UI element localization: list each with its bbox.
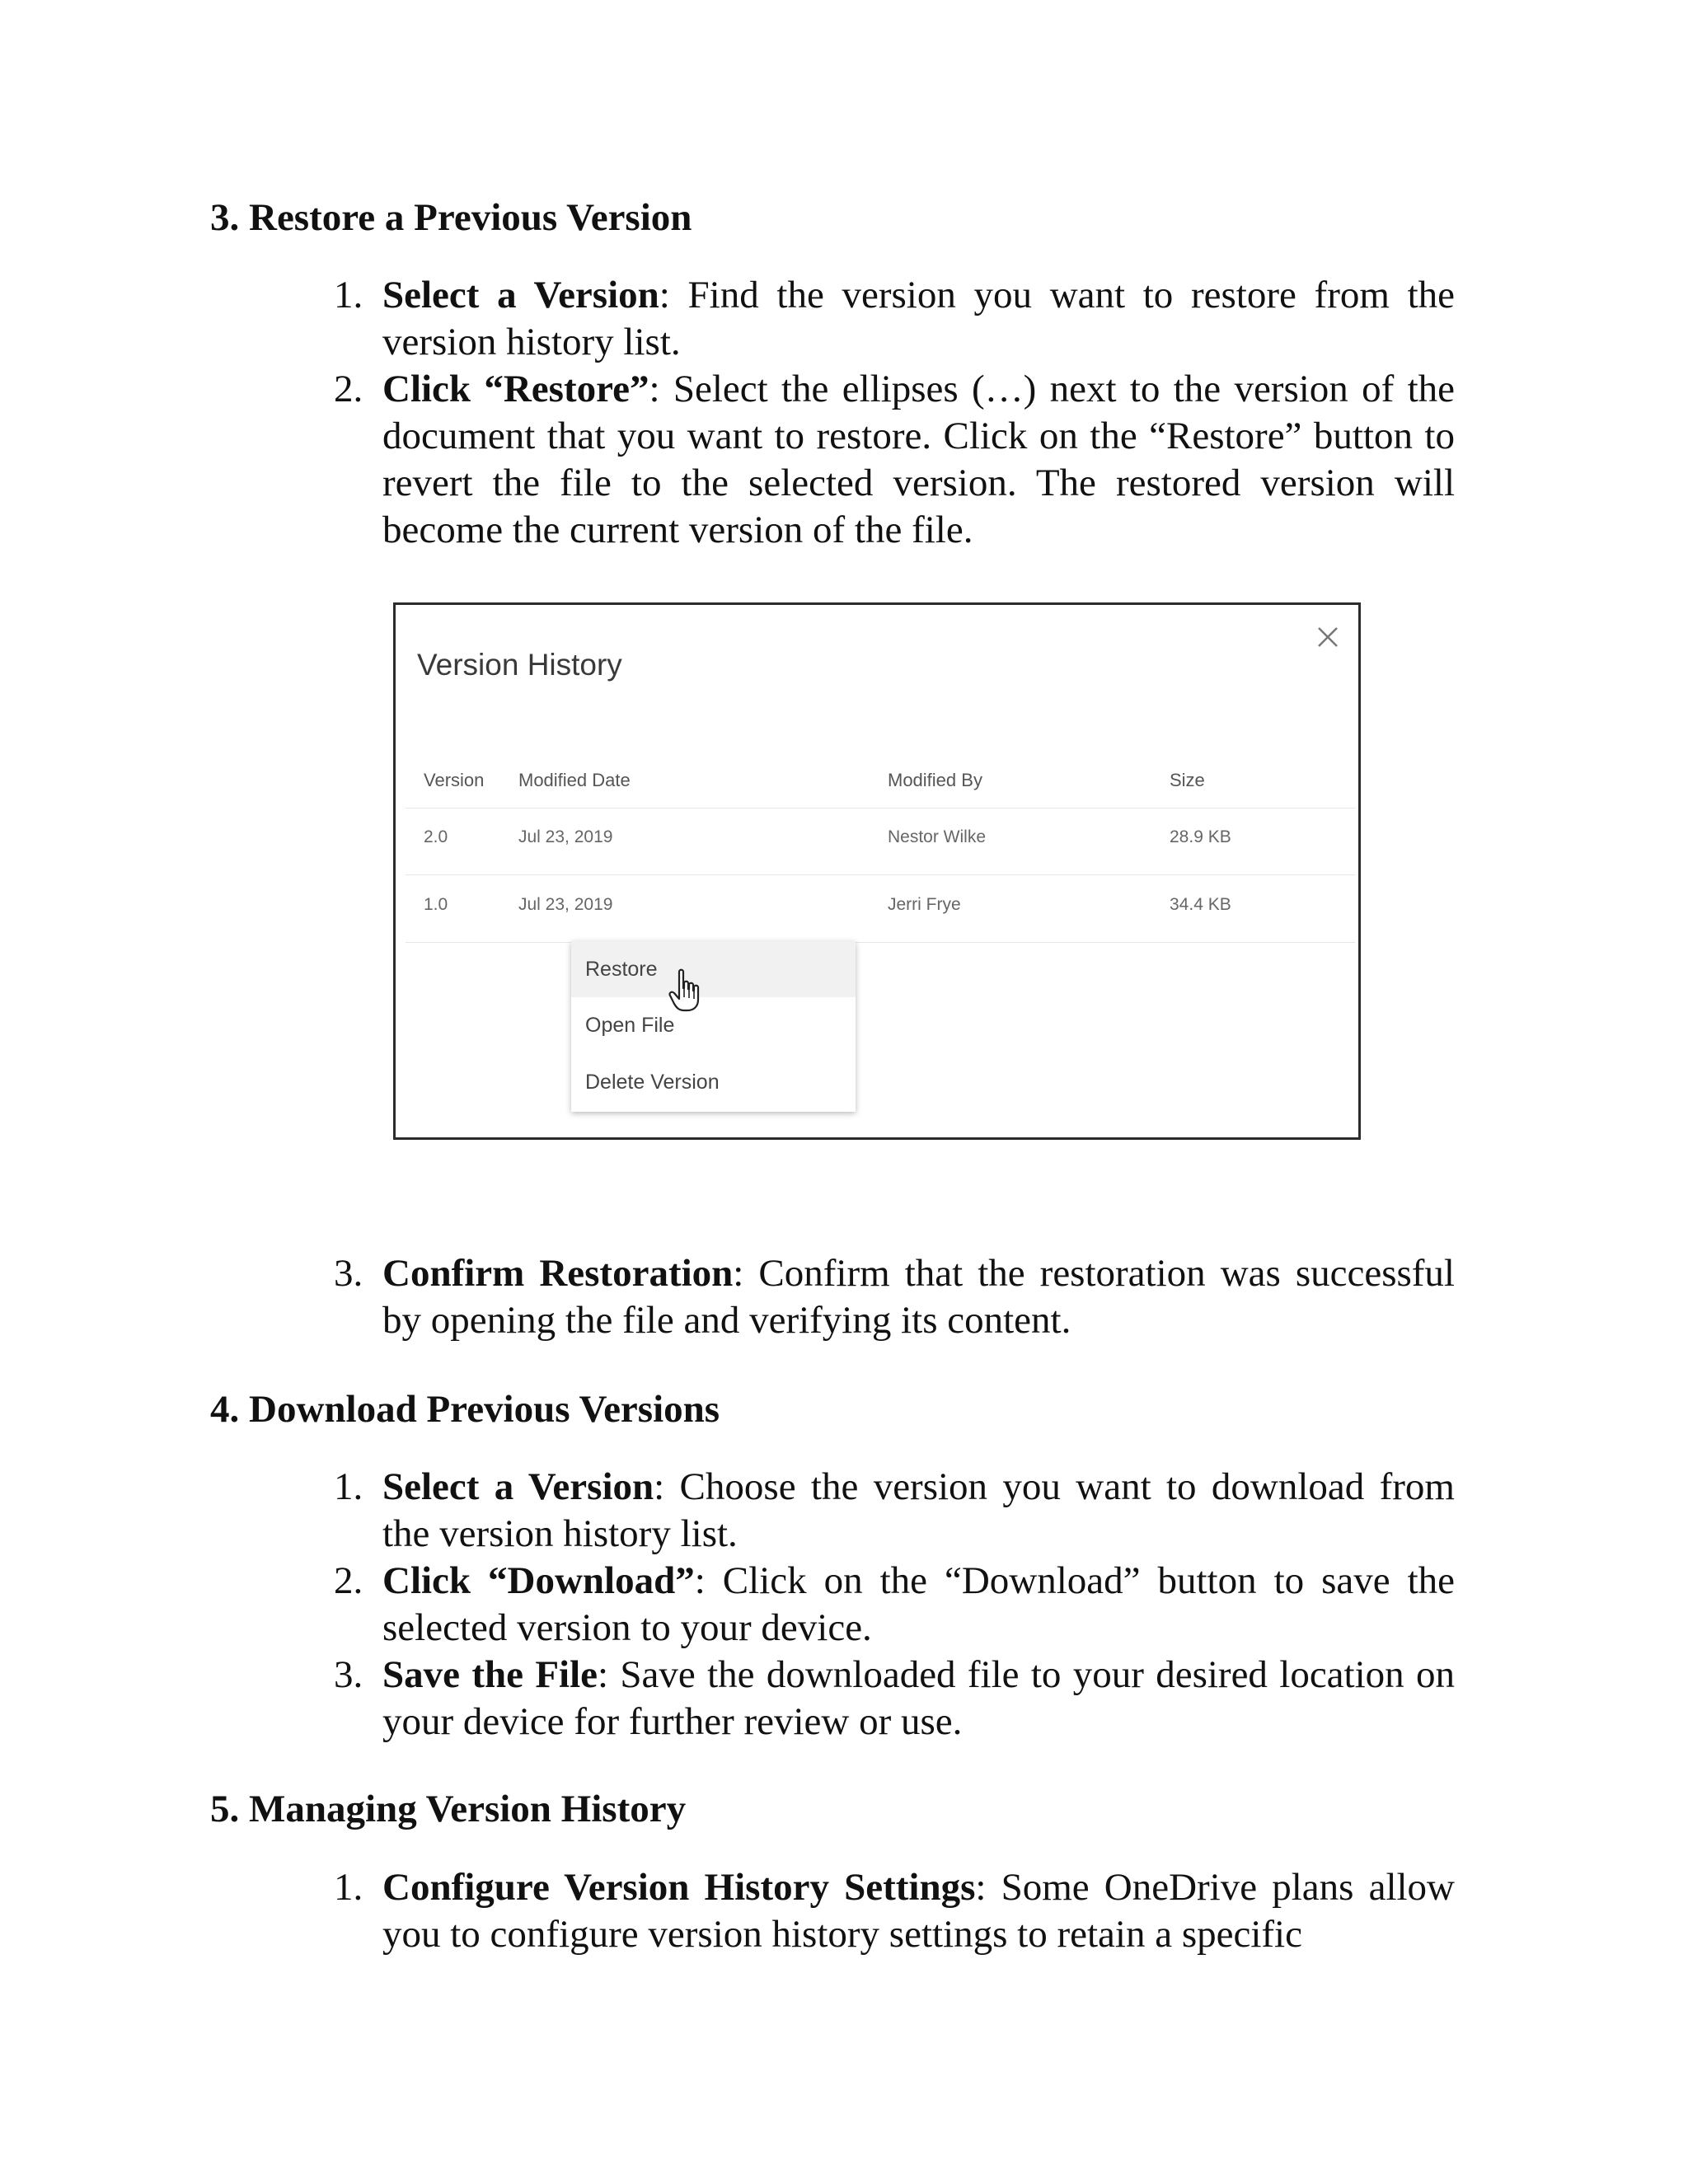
list-item-text: : Click on the “Download” button to save the selected version to your device. (382, 1559, 1456, 1649)
list-number: 1. (334, 1465, 363, 1508)
cell-version[interactable]: 1.0 (424, 895, 448, 914)
section-heading-download: 4. Download Previous Versions (210, 1388, 720, 1431)
list-item-title: Select a Version (382, 1465, 654, 1508)
list-item-title: Click “Download” (382, 1559, 695, 1602)
hand-cursor-icon (668, 968, 702, 1013)
column-header-size[interactable]: Size (1170, 770, 1205, 790)
list-number: 1. (334, 1866, 363, 1909)
menu-item-delete-version[interactable]: Delete Version (585, 1071, 720, 1094)
list-number: 3. (334, 1653, 363, 1696)
column-header-modified-date[interactable]: Modified Date (518, 770, 631, 790)
list-item (334, 272, 1455, 366)
cell-date[interactable]: Jul 23, 2019 (518, 827, 613, 846)
context-menu (571, 941, 856, 1112)
list-item (334, 1558, 1455, 1652)
list-number: 2. (334, 1559, 363, 1602)
list-item-title: Select a Version (382, 274, 659, 316)
list-item-text: : Some OneDrive plans allow you to configure version history settings to retain a specific (382, 1866, 1456, 1956)
row-divider (406, 942, 1355, 943)
menu-item-restore[interactable]: Restore (571, 941, 856, 997)
list-item-text: : Save the downloaded file to your desired location on your device for further review or use. (382, 1653, 1455, 1743)
list-item-title: Confirm Restoration (382, 1252, 734, 1295)
row-divider (406, 874, 1355, 875)
list-item-text: : Choose the version you want to download from the version history list. (382, 1465, 1455, 1555)
list-item (334, 1250, 1455, 1344)
column-header-version[interactable]: Version (424, 770, 485, 790)
section-heading-restore: 3. Restore a Previous Version (210, 196, 692, 239)
list-item (334, 1864, 1455, 1958)
list-item-title: Save the File (382, 1653, 598, 1696)
list-number: 1. (334, 274, 363, 316)
list-item (334, 1652, 1455, 1746)
cell-modified-by[interactable]: Nestor Wilke (888, 827, 987, 846)
list-item-text: : Find the version you want to restore from the version history list. (382, 274, 1455, 363)
list-item-text: : Confirm that the restoration was successful by opening the file and verifying its content. (382, 1252, 1455, 1342)
cell-size[interactable]: 28.9 KB (1170, 827, 1231, 846)
menu-item-open-file[interactable]: Open File (585, 1014, 675, 1037)
list-item-title: Configure Version History Settings (382, 1866, 976, 1909)
list-item (334, 1464, 1455, 1558)
list-item-text: : Select the ellipses (…) next to the version of the document that you want to restore. Click on the “Restore” button to revert the file to the selected version. The restored version will become the current version of the file. (382, 368, 1455, 551)
close-icon[interactable] (1314, 623, 1342, 651)
section-heading-managing: 5. Managing Version History (210, 1788, 687, 1830)
cell-date[interactable]: Jul 23, 2019 (518, 895, 613, 914)
cell-size[interactable]: 34.4 KB (1170, 895, 1231, 914)
list-item (334, 366, 1455, 554)
cell-modified-by[interactable]: Jerri Frye (888, 895, 961, 914)
list-item-title: Click “Restore” (382, 368, 649, 410)
cell-version[interactable]: 2.0 (424, 827, 448, 846)
version-history-screenshot (393, 602, 1361, 1140)
list-number: 3. (334, 1252, 363, 1295)
column-header-modified-by[interactable]: Modified By (888, 770, 982, 790)
list-number: 2. (334, 368, 363, 410)
dialog-title: Version History (417, 648, 622, 682)
